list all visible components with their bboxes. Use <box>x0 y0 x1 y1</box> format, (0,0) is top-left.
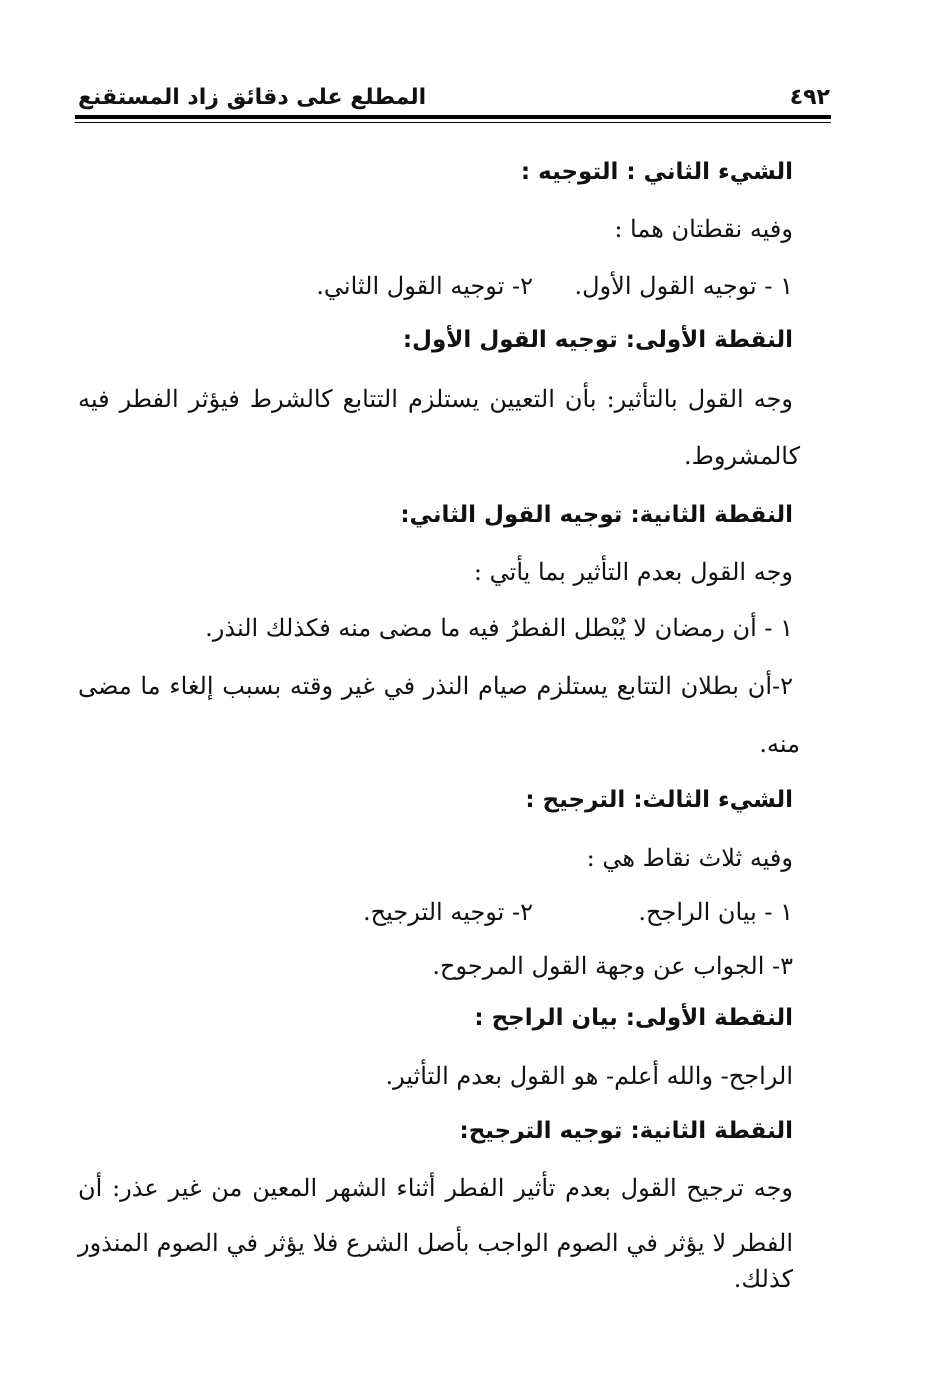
list-item-second-opinion: ٢- توجيه القول الثاني. <box>316 272 533 300</box>
paragraph-preference-guidance-line2: الفطر لا يؤثر في الصوم الواجب بأصل الشرع فلا يؤثر في الصوم المنذور كذلك. <box>78 1229 793 1293</box>
header-rule-thick <box>75 115 831 119</box>
subheading-first-point: النقطة الأولى: توجيه القول الأول: <box>402 327 793 353</box>
paragraph-preferred: الراجح- والله أعلم- هو القول بعدم التأثير. <box>385 1062 793 1090</box>
paragraph-ramadan-reason: ١ - أن رمضان لا يُبْطل الفطرُ فيه ما مضى منه فكذلك النذر. <box>205 614 793 642</box>
list-item-preference-guidance: ٢- توجيه الترجيح. <box>363 898 533 926</box>
section-heading-guidance: الشيء الثاني : التوجيه : <box>520 159 793 185</box>
header-rule-thin <box>75 122 831 123</box>
paragraph-preference-guidance-line1: وجه ترجيح القول بعدم تأثير الفطر أثناء الشهر المعين من غير عذر: أن <box>78 1174 793 1202</box>
paragraph-two-points: وفيه نقطتان هما : <box>614 215 793 243</box>
subheading-second-point: النقطة الثانية: توجيه القول الثاني: <box>400 502 793 528</box>
page-header <box>78 80 830 110</box>
running-title: المطلع على دقائق زاد المستقنع <box>78 85 427 110</box>
subheading-preferred: النقطة الأولى: بيان الراجح : <box>474 1005 793 1031</box>
paragraph-continuity-reason-line1: ٢-أن بطلان التتابع يستلزم صيام النذر في غير وقته بسبب إلغاء ما مضى <box>78 672 793 700</box>
subheading-preference-guidance: النقطة الثانية: توجيه الترجيح: <box>459 1118 793 1144</box>
list-row-preference <box>80 894 793 930</box>
list-item-first-opinion: ١ - توجيه القول الأول. <box>574 272 793 300</box>
paragraph-continuity-reason-line2: منه. <box>759 730 800 758</box>
paragraph-first-opinion-line1: وجه القول بالتأثير: بأن التعيين يستلزم التتابع كالشرط فيؤثر الفطر فيه <box>78 385 793 413</box>
paragraph-first-opinion-line2: كالمشروط. <box>684 442 800 470</box>
page-number: ٤٩٢ <box>789 85 830 110</box>
paragraph-second-opinion-intro: وجه القول بعدم التأثير بما يأتي : <box>473 558 793 586</box>
list-item-reply: ٣- الجواب عن وجهة القول المرجوح. <box>432 952 793 980</box>
list-row-guidance <box>80 268 793 304</box>
list-item-preferred: ١ - بيان الراجح. <box>638 898 793 926</box>
section-heading-preference: الشيء الثالث: الترجيح : <box>525 787 793 813</box>
paragraph-three-points: وفيه ثلاث نقاط هي : <box>586 844 793 872</box>
